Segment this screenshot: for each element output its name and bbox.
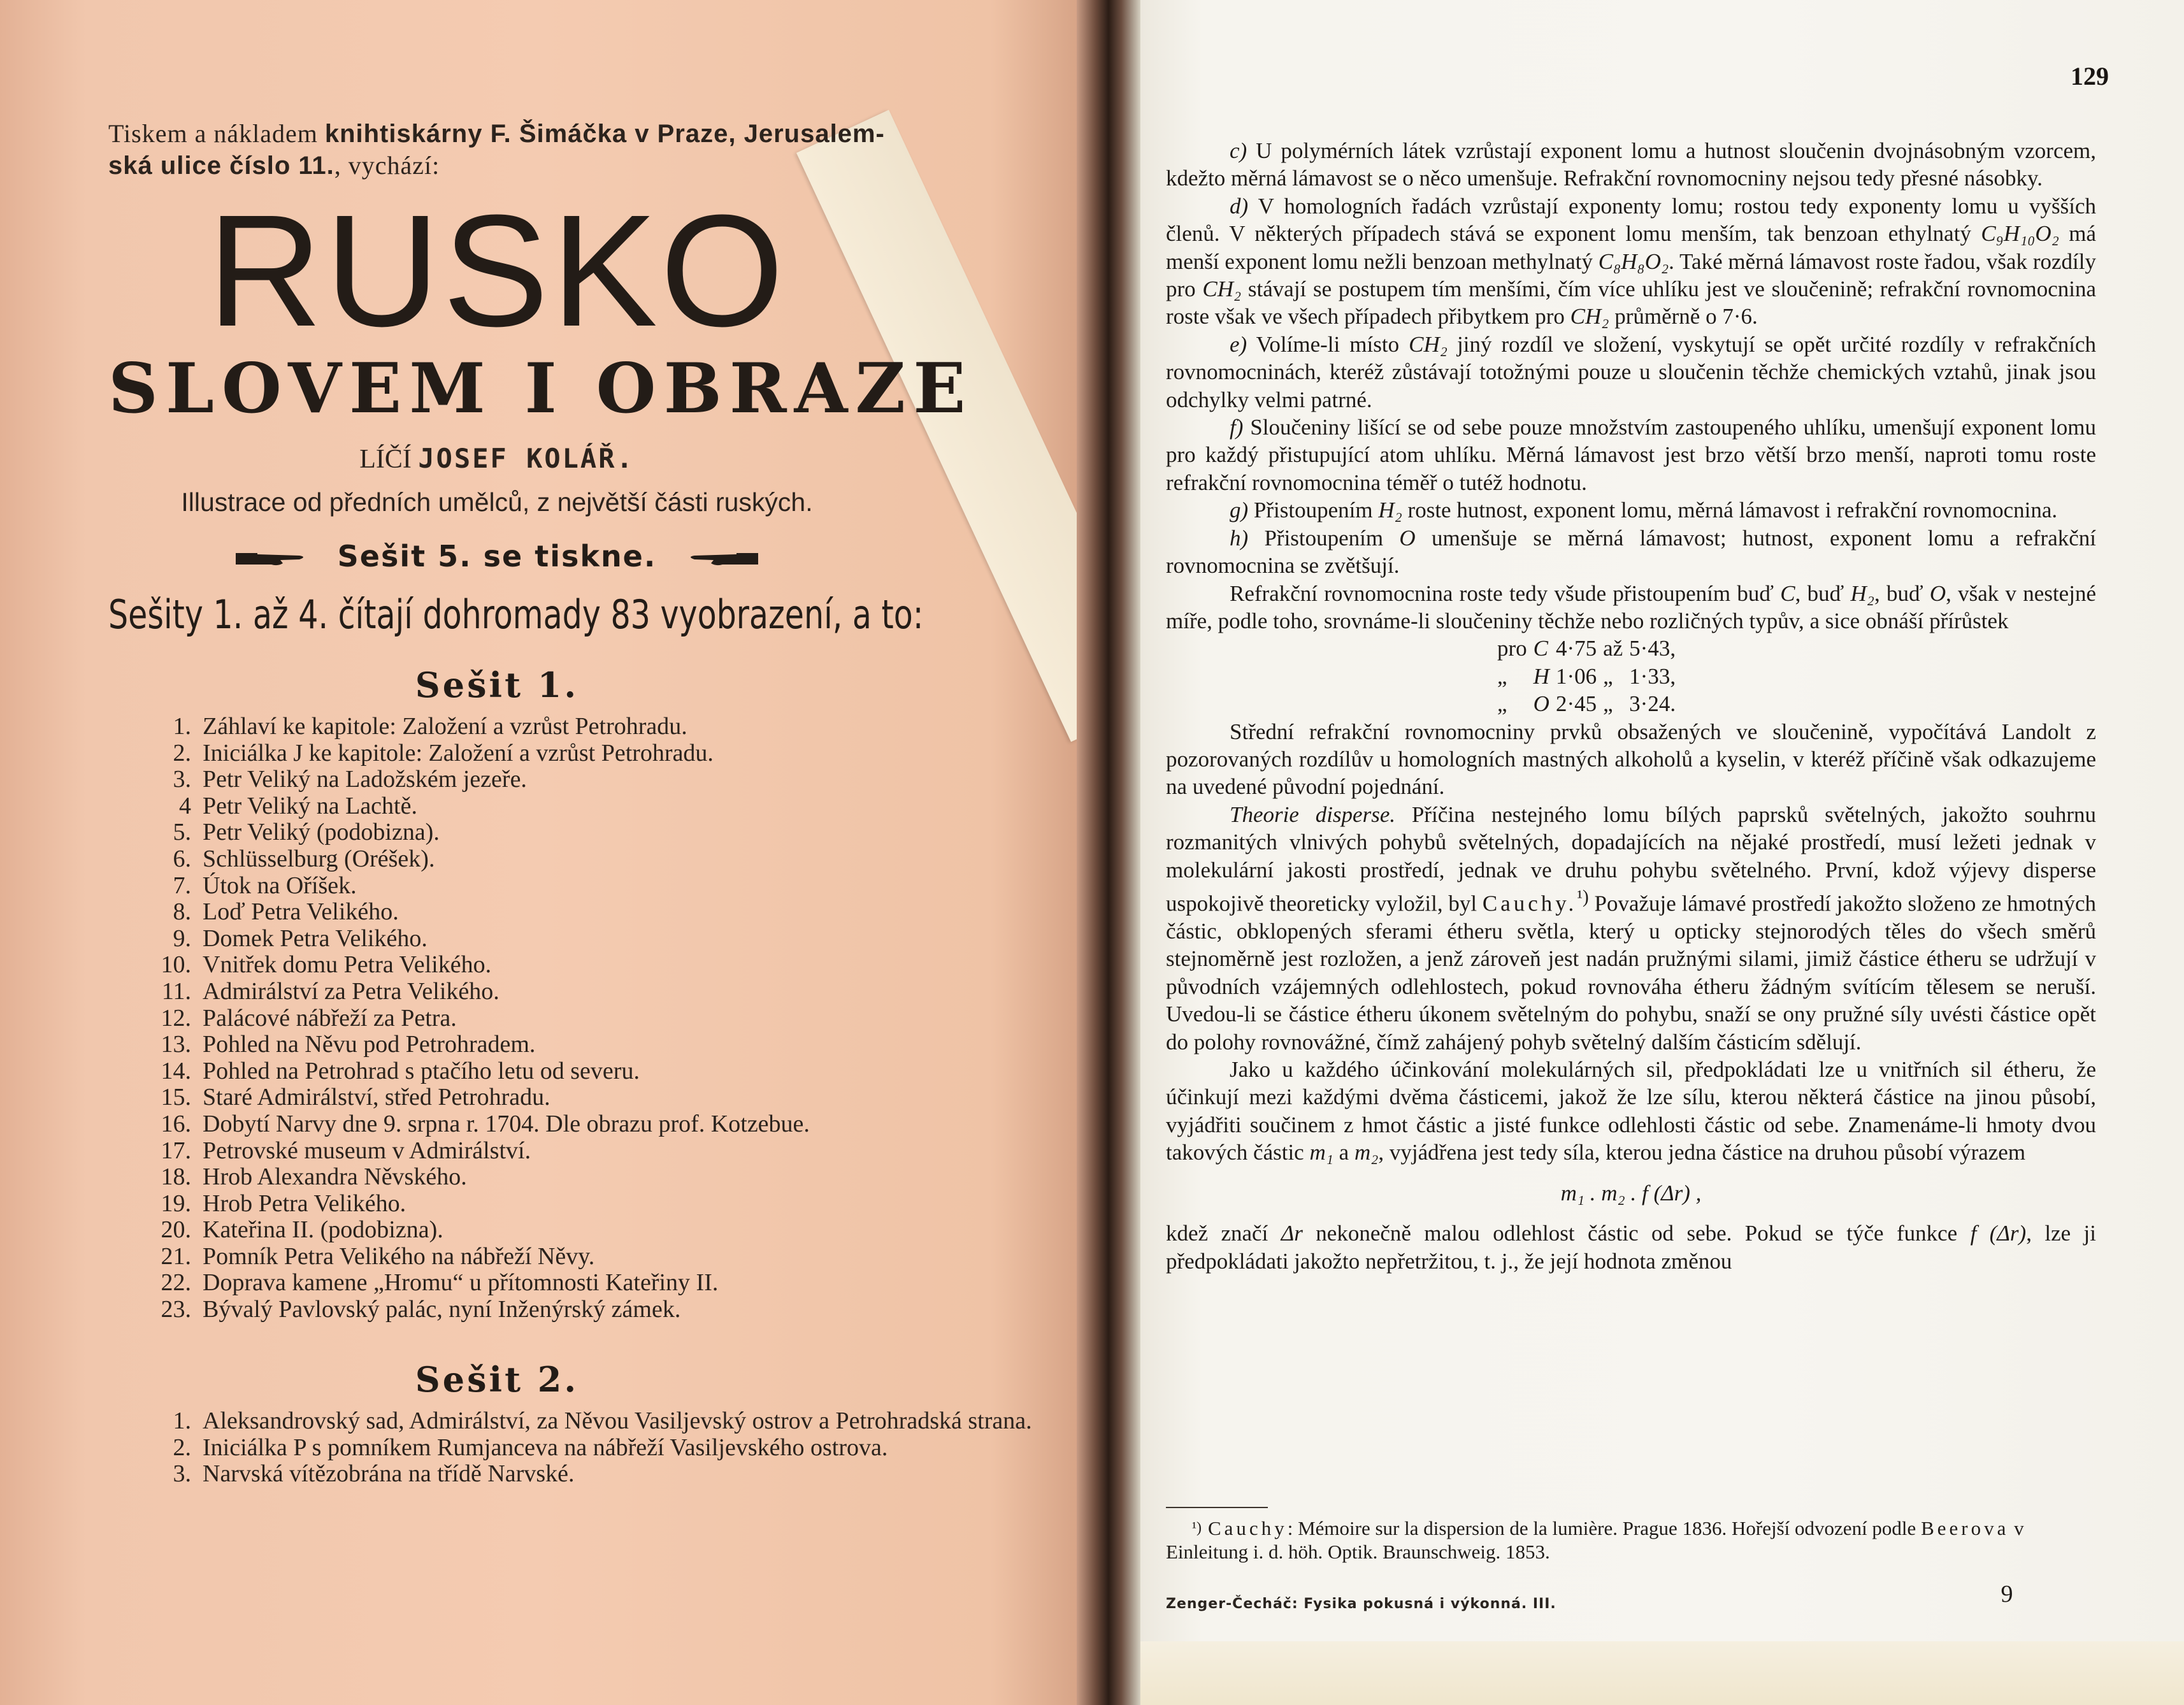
list-item-text: Domek Petra Velikého. [203, 924, 427, 952]
list-item-text: Narvská vítězobrána na třídě Narvské. [203, 1460, 575, 1488]
list-item [147, 1435, 1038, 1462]
list-item-text: Pohled na Petrohrad s ptačího letu od severu. [203, 1057, 640, 1084]
list-item-text: Kateřina II. (podobizna). [203, 1216, 443, 1244]
section-2-heading: Sešit 2. [415, 1359, 579, 1400]
book-title: RUSKO [207, 182, 787, 359]
paragraph-g: g) Přistoupením H₂ roste hutnost, exponent lomu, měrná lámavost i refrakční rovnomocnina. [1230, 498, 2058, 523]
paragraph-jako: Jako u každého účinkování molekulárných sil, předpokládati lze u vnitřních sil étheru, že účinkují mezi každými dvěma částicemi, jakož že lze sílu, kterou některá částice na jinou působí, vyjádřiti součinem z hmot částic a jisté funkce odlehlosti částic od sebe. Znamenáme-li hmoty dvou takových částic m₁ a m₂, vyjádřena jest tedy síla, kterou jedna částice na druhou působí výrazem [1166, 1057, 2096, 1165]
list-item [147, 846, 1038, 873]
book-subtitle: SLOVEM I OBRAZE [108, 349, 973, 429]
list-item-number: 13. [161, 1031, 191, 1058]
list-item-text: Schlüsselburg (Oréšek). [203, 845, 435, 872]
increment-lead: „ [1497, 663, 1507, 689]
list-item-number: 2. [173, 739, 191, 766]
footnote: ¹) Cauchy: Mémoire sur la dispersion de la lumière. Prague 1836. Hořejší odvození podle Beerova v Einleitung i. d. höh. Optik. Braunschweig. 1853. [1166, 1517, 2024, 1563]
pointing-hand-left-icon [682, 549, 758, 568]
list-item [147, 1270, 1038, 1297]
list-item-number: 17. [161, 1137, 191, 1164]
list-item-number: 23. [161, 1296, 191, 1323]
list-item [147, 1084, 1038, 1111]
imprint-bold-2: ská ulice číslo 11. [108, 152, 334, 180]
increment-mid: „ [1603, 691, 1613, 717]
imprint-bold: knihtiskárny F. Šimáčka v Praze, Jerusalem- [324, 120, 885, 148]
increment-from: 1·06 [1555, 663, 1597, 689]
pointing-hand-right-icon [236, 549, 312, 568]
increment-row [1497, 690, 1682, 717]
list-item [147, 1408, 1038, 1435]
list-item [147, 873, 1038, 900]
increment-mid: „ [1603, 663, 1613, 689]
list-item-number: 7. [173, 872, 191, 899]
list-item [147, 1191, 1038, 1218]
list-item [147, 926, 1038, 953]
list-item-number: 8. [173, 898, 191, 926]
list-item-text: Petr Veliký na Ladožském jezeře. [203, 766, 527, 793]
list-item-number: 19. [161, 1190, 191, 1217]
increment-row [1497, 635, 1682, 662]
notice-line [0, 534, 994, 579]
section-1-list [147, 714, 1038, 1323]
list-item-number: 14. [161, 1057, 191, 1084]
right-page-physics-text [1140, 0, 2184, 1705]
paragraph-landolt: Střední refrakční rovnomocniny prvků obsažených ve sloučenině, vypočítává Landolt z pozorovaných rozdílův u homologních mastných alkoholů a kyselin, v kteréž příčině však odkazujeme na uvedené původní pojednání. [1166, 719, 2096, 800]
imprint-text [108, 118, 1013, 182]
list-item-text: Vnitřek domu Petra Velikého. [203, 951, 492, 979]
list-item-number: 20. [161, 1216, 191, 1244]
list-item-text: Petr Veliký na Lachtě. [203, 792, 417, 819]
list-item-number: 11. [161, 977, 191, 1005]
list-item [147, 1244, 1038, 1270]
increment-to: 1·33, [1629, 663, 1676, 689]
list-item-text: Pohled na Něvu pod Petrohradem. [203, 1031, 536, 1058]
list-item-text: Hrob Alexandra Něvského. [203, 1163, 467, 1191]
increment-to: 5·43, [1629, 636, 1676, 661]
page-number: 129 [2071, 62, 2109, 90]
imprint-plain-2: , vychází: [334, 151, 440, 180]
paragraph-e: e) Volíme-li místo CH₂ jiný rozdíl ve složení, vyskytují se opět určité rozdíly v refrakčních rovnomocninách, kteréž zůstávají totožnými pouze u sloučenin těchže chemických vztahů, jinak jsou odchylky velmi patrné. [1166, 331, 2096, 412]
increment-mid: až [1603, 636, 1623, 661]
increment-elem: O [1533, 691, 1549, 717]
increment-table [1497, 635, 1682, 717]
list-item-text: Útok na Oříšek. [203, 872, 357, 899]
list-item [147, 714, 1038, 740]
illustrations-note: Illustrace od předních umělců, z největší části ruských. [181, 487, 813, 517]
list-item [147, 979, 1038, 1005]
list-item-number: 12. [161, 1004, 191, 1032]
list-item-number: 21. [161, 1242, 191, 1270]
list-item-text: Petrovské museum v Admirálství. [203, 1137, 531, 1164]
list-item-number: 1. [173, 713, 191, 740]
increment-row [1497, 663, 1682, 690]
list-item-text: Doprava kamene „Hromu“ u přítomnosti Kateřiny II. [203, 1269, 719, 1297]
list-item [147, 1111, 1038, 1138]
left-page-advertisement [0, 0, 1077, 1705]
list-item [147, 952, 1038, 979]
paragraph-c: c) U polymérních látek vzrůstají exponent lomu a hutnost sloučenin dvojnásobným vzorcem, kdežto měrná lámavost se o něco umenšuje. Refrakční rovnomocniny nejsou tedy přesné násobky. [1166, 138, 2096, 191]
increment-to: 3·24. [1629, 691, 1676, 717]
list-item [147, 793, 1038, 820]
sheet-number: 9 [2001, 1581, 2013, 1608]
paragraph-kdez: kdež značí Δr nekonečně malou odlehlost částic od sebe. Pokud se týče funkce f (Δr), lze ji předpokládati jakožto nepřetržitou, t. j., že její hodnota změnou [1166, 1221, 2096, 1274]
list-item-number: 16. [161, 1110, 191, 1137]
book-signature: Zenger-Čecháč: Fysika pokusná i výkonná. III. [1166, 1596, 1556, 1612]
contents-summary: Sešity 1. až 4. čítají dohromady 83 vyobrazení, a to: [108, 591, 924, 638]
list-item-number: 10. [161, 951, 191, 979]
paragraph-f: f) Sloučeniny lišící se od sebe pouze množstvím zastoupeného uhlíku, umenšují exponent lomu pro každý přistupující atom uhlíku. Měrná lámavost jest brzo větší brzo menší, naproti tomu roste refrakční rovnomocnina téměř o tutéž hodnotu. [1166, 415, 2096, 495]
list-item [147, 1461, 1038, 1488]
imprint-plain: Tiskem a nákladem [108, 119, 325, 148]
increment-elem: C [1533, 636, 1549, 661]
paragraph-theory: Theorie disperse. Příčina nestejného lomu bílých paprsků světelných, jakožto souhrnu rozmanitých vlnivých pohybů světelných, dopadajících na nějaké prostředí, musí ležeti jednak v molekulární jakosti prostředí, jednak ve druhu pohybu světelného. První, kdož výjevy disperse uspokojivě theoreticky vyložil, byl Cauchy.$^{^1)}$ Považuje lámavé prostředí jakožto složeno ze hmotných částic, obklopených sferami étheru světla, který u opticky stejnorodých těles do všech směrů stejnoměrně jest rozložen, a jenž zároveň jest nadán pružnými silami, jimiž částice étheru se udržují v původních vzájemných odlehlostech, pokud rovnováha étheru žádným svítícím tělesem se neruší. Uvedou-li se částice étheru úkonem světelným do pohybu, snaží se ony pružné síly uvésti částice opět do polohy rovnovážné, čímž zahájený pohyb světelný dalším částicím sdělují. [1166, 802, 2096, 1054]
list-item-number: 4 [179, 792, 191, 819]
author-name: JOSEF KOLÁŘ. [418, 443, 635, 474]
paragraph-summary: Refrakční rovnomocnina roste tedy všude přistoupením buď C, buď H₂, buď O, však v nestejné míře, podle toho, srovnáme-li sloučeniny těchže nebo rozličných typův, a sice obnáší přírůstek [1166, 580, 2096, 633]
list-item-number: 6. [173, 845, 191, 872]
list-item-number: 9. [173, 924, 191, 952]
list-item-number: 1. [173, 1407, 191, 1434]
list-item-text: Loď Petra Velikého. [203, 898, 399, 926]
list-item-text: Hrob Petra Velikého. [203, 1190, 406, 1217]
increment-lead: pro [1497, 636, 1527, 661]
list-item-number: 3. [173, 1460, 191, 1488]
list-item [147, 1058, 1038, 1085]
list-item-text: Iniciálka P s pomníkem Rumjanceva na nábřeží Vasiljevského ostrova. [203, 1434, 888, 1461]
author-line [0, 440, 994, 478]
paragraph-h: h) Přistoupením O umenšuje se měrná lámavost; hutnost, exponent lomu a refrakční rovnomocnina se zvětšují. [1166, 525, 2096, 579]
list-item-text: Aleksandrovský sad, Admirálství, za Něvou Vasiljevský ostrov a Petrohradská strana. [203, 1407, 1032, 1434]
paragraph-d: d) V homologních řadách vzrůstají exponenty lomu; rostou tedy exponenty lomu u vyšších členů. V některých případech stává se exponent lomu menším, tak benzoan ethylnatý C₉H₁₀O₂ má menší exponent lomu nežli benzoan methylnatý C₈H₈O₂. Také měrná lámavost roste řadou, však rozdíly pro CH₂ stávají se postupem tím menšími, čím více uhlíku jest ve sloučenině; refrakční rovnomocnina roste však ve všech případech přibytkem pro CH₂ průměrně o 7·6. [1166, 193, 2097, 329]
section-2-list [147, 1408, 1038, 1488]
page-bottom-band [1140, 1641, 2184, 1705]
list-item [147, 1217, 1038, 1244]
list-item [147, 819, 1038, 846]
list-item [147, 1138, 1038, 1165]
list-item [147, 1032, 1038, 1058]
section-1-heading: Sešit 1. [415, 665, 579, 705]
list-item-text: Dobytí Narvy dne 9. srpna r. 1704. Dle obrazu prof. Kotzebue. [203, 1110, 810, 1137]
increment-from: 4·75 [1555, 636, 1597, 661]
list-item [147, 740, 1038, 767]
list-item-text: Petr Veliký (podobizna). [203, 819, 440, 846]
increment-from: 2·45 [1555, 691, 1597, 717]
list-item-text: Staré Admirálství, střed Petrohradu. [203, 1084, 550, 1111]
list-item-text: Záhlaví ke kapitole: Založení a vzrůst Petrohradu. [203, 713, 687, 740]
list-item-text: Admirálství za Petra Velikého. [203, 977, 499, 1005]
increment-elem: H [1533, 663, 1549, 689]
list-item [147, 1164, 1038, 1191]
list-item-number: 15. [161, 1084, 191, 1111]
force-formula: m₁ . m₂ . f (Δr) , [1560, 1180, 1702, 1205]
list-item-number: 2. [173, 1434, 191, 1461]
footnote-rule [1166, 1507, 1268, 1508]
list-item-number: 3. [173, 766, 191, 793]
author-prefix: LÍČÍ [359, 445, 412, 474]
notice-text: Sešit 5. se tiskne. [337, 539, 657, 573]
list-item [147, 766, 1038, 793]
increment-lead: „ [1497, 691, 1507, 717]
list-item-text: Palácové nábřeží za Petra. [203, 1004, 457, 1032]
list-item-text: Iniciálka J ke kapitole: Založení a vzrůst Petrohradu. [203, 739, 714, 766]
book-gutter [1077, 0, 1140, 1705]
list-item-number: 22. [161, 1269, 191, 1297]
list-item [147, 1005, 1038, 1032]
list-item-number: 5. [173, 819, 191, 846]
body-text [1166, 137, 2096, 1275]
list-item-text: Pomník Petra Velikého na nábřeží Něvy. [203, 1242, 595, 1270]
list-item-text: Bývalý Pavlovský palác, nyní Inženýrský zámek. [203, 1296, 681, 1323]
list-item [147, 1297, 1038, 1323]
list-item-number: 18. [161, 1163, 191, 1191]
list-item [147, 899, 1038, 926]
